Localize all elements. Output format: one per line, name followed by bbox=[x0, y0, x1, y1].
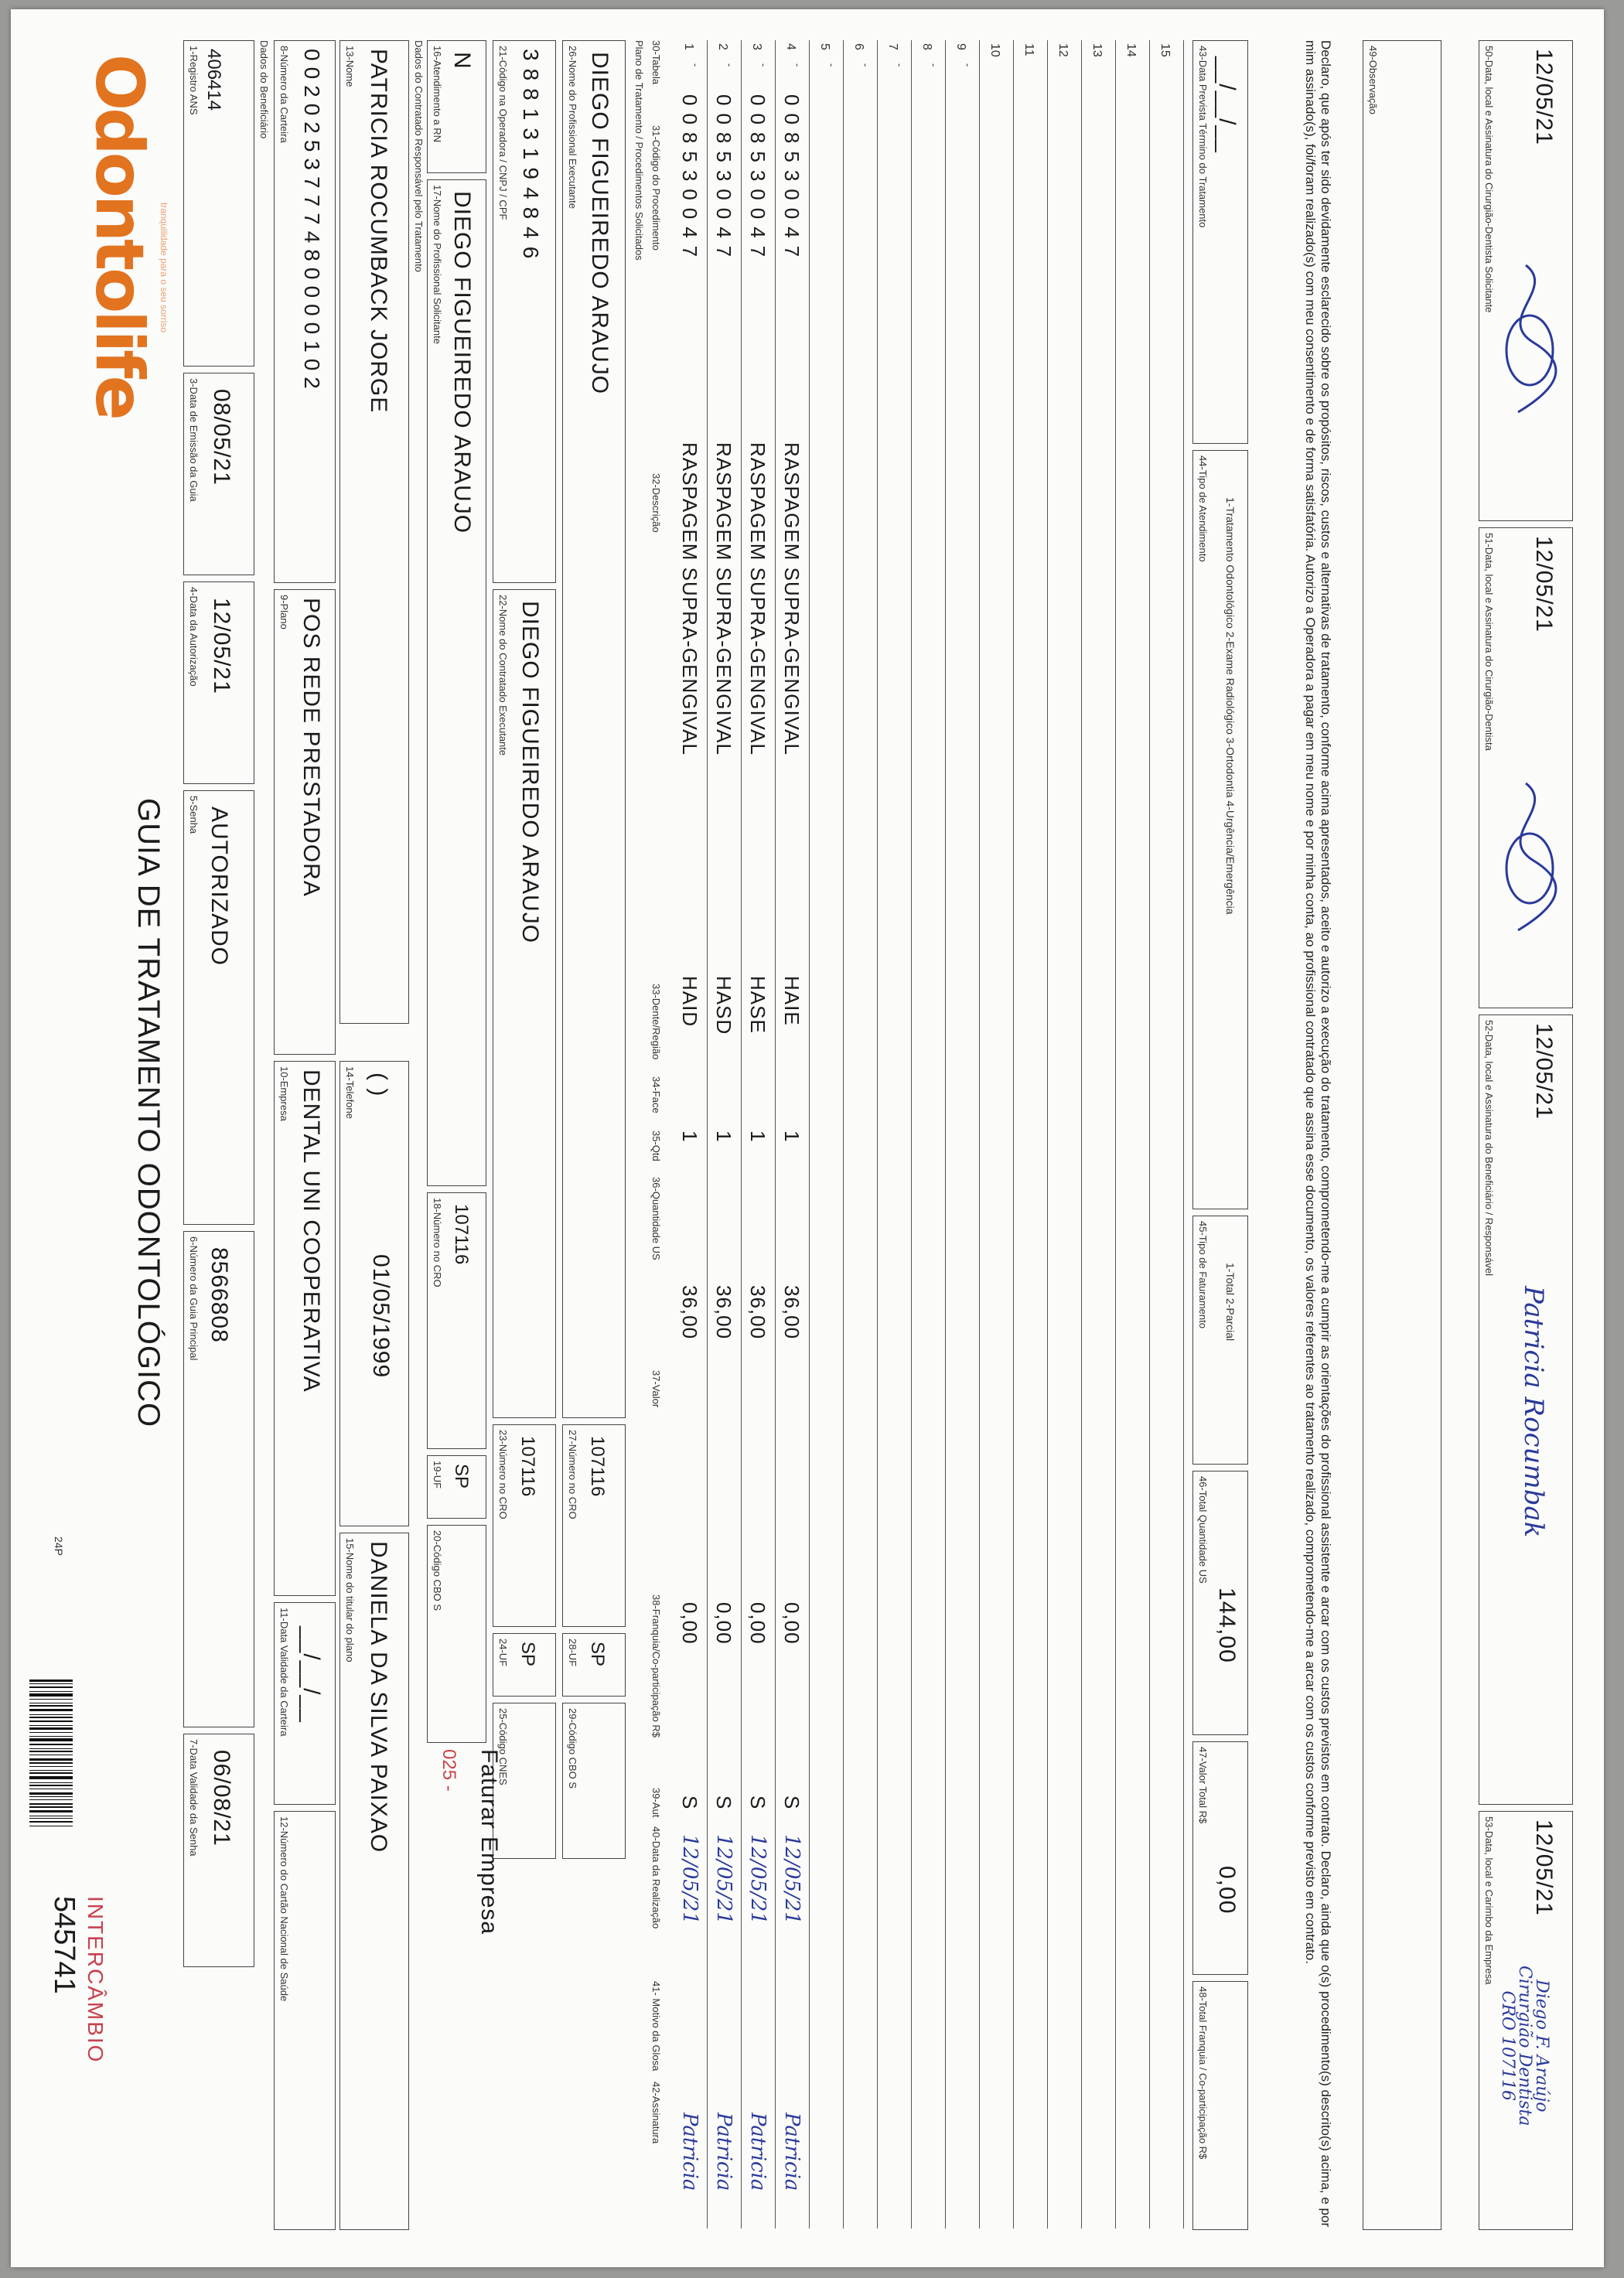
cell-codigo: 008530047 bbox=[678, 94, 701, 265]
cell-data: 12/05/21 bbox=[678, 1834, 701, 1925]
cell-qtd: 1 bbox=[678, 1130, 701, 1143]
col-codigo: 31-Código do Procedimento bbox=[650, 125, 662, 251]
table-row bbox=[945, 40, 946, 2229]
field-assinatura-solicitante: 50-Data, local e Assinatura do Cirurgião-Dentista Solicitante 12/05/21 bbox=[1479, 40, 1573, 521]
col-descricao: 32-Descrição bbox=[650, 473, 662, 533]
col-aut: 39-Aut bbox=[650, 1788, 662, 1818]
field-uf-contratado: 24-UF SP bbox=[493, 1633, 556, 1697]
cell-codigo: 008530047 bbox=[712, 94, 735, 265]
table-row bbox=[979, 40, 980, 2229]
annot-code: 025 - bbox=[438, 1749, 459, 1792]
section-plano: Plano de Tratamento / Procedimentos Solicitados bbox=[633, 40, 645, 261]
col-valor: 37-Valor bbox=[650, 1370, 662, 1408]
row-number: 15 bbox=[1158, 43, 1172, 57]
cell-tabela: - bbox=[792, 63, 803, 67]
cell-descricao: RASPAGEM SUPRA-GENGIVAL bbox=[678, 442, 701, 755]
table-row bbox=[1013, 40, 1014, 2229]
row-number: 9 bbox=[954, 43, 967, 50]
field-empresa: 10-Empresa DENTAL UNI COOPERATIVA bbox=[274, 1061, 336, 1596]
cell-franquia: 0,00 bbox=[712, 1602, 735, 1645]
field-guia-principal: 6-Número da Guia Principal 8566808 bbox=[183, 1231, 254, 1727]
table-row bbox=[741, 40, 742, 2229]
cell-assinatura: Patricia bbox=[780, 2113, 803, 2191]
cell-tabela: - bbox=[962, 63, 974, 67]
cell-descricao: RASPAGEM SUPRA-GENGIVAL bbox=[712, 442, 735, 755]
field-assinatura-beneficiario: 52-Data, local e Assinatura do Beneficiário / Responsável 12/05/21 Patricia Rocumbak bbox=[1479, 1015, 1573, 1805]
field-data-autorizacao: 4-Data da Autorização 12/05/21 bbox=[183, 581, 254, 784]
field-numero-carteira: 8-Número da Carteira 0020253777480000102 bbox=[274, 40, 336, 583]
col-tabela: 30-Tabela bbox=[650, 40, 662, 85]
field-cbo-executante: 29-Código CBO S bbox=[562, 1703, 626, 1859]
cell-assinatura: Patricia bbox=[678, 2113, 701, 2191]
cell-us: 36,00 bbox=[780, 1285, 803, 1340]
declaration-text: Declaro, que após ter sido devidamente esclarecido sobre os propósitos, riscos, custos e alternativas de tratamento, conforme acima apresentados, aceito e autorizo a execução do tratamento, comprometendo-me a cumprir as orientações do profissional assistente e arcar com os custos previstos em contrato. Declaro, ainda que o(s) procedimento(s) descrito(s) acima, e por mim assinado(s), foi/foram realizado(s) com meu consentimento e de forma satisfatória. Autorizo a Operadora a pagar em meu nome e por minha conta, ao profissional contratado que assina esse documento, os valores referentes ao tratamento realizado, comprometendo-me a arcar com os custos conforme previsto em contrato. bbox=[1303, 40, 1333, 2228]
cell-us: 36,00 bbox=[746, 1285, 769, 1340]
brand-logo: Odontolife bbox=[80, 54, 158, 418]
cell-us: 36,00 bbox=[678, 1285, 701, 1340]
cell-assinatura: Patricia bbox=[746, 2113, 769, 2191]
annot-faturar: Faturar Empresa bbox=[476, 1749, 502, 1935]
cell-tabela: - bbox=[860, 63, 872, 67]
cell-qtd: 1 bbox=[712, 1130, 735, 1143]
field-nome: 13-Nome PATRICIA ROCUMBACK JORGE bbox=[339, 40, 409, 1024]
guide-number: 545741 bbox=[48, 1896, 80, 1994]
field-cro-executante: 27-Número no CRO 107116 bbox=[562, 1424, 626, 1627]
cell-dente: HAIE bbox=[780, 976, 803, 1026]
cell-franquia: 0,00 bbox=[746, 1602, 769, 1645]
cell-franquia: 0,00 bbox=[780, 1602, 803, 1645]
field-tipo-atendimento: 44-Tipo de Atendimento 1-Tratamento Odontológico 2-Exame Radiológico 3-Ortodontia 4-Urgência/Emergência bbox=[1192, 450, 1248, 1209]
col-face: 34-Face bbox=[650, 1076, 662, 1113]
cell-codigo: 008530047 bbox=[746, 94, 769, 265]
cell-assinatura: Patricia bbox=[712, 2113, 735, 2191]
table-row bbox=[1047, 40, 1048, 2229]
cell-descricao: RASPAGEM SUPRA-GENGIVAL bbox=[780, 442, 803, 755]
row-number: 4 bbox=[784, 43, 797, 50]
field-titular: 15-Nome do titular do plano DANIELA DA SILVA PAIXAO bbox=[339, 1533, 409, 2230]
field-uf-solicitante: 19-UF SP bbox=[427, 1455, 486, 1519]
table-row bbox=[1149, 40, 1150, 2229]
table-row bbox=[775, 40, 776, 2229]
cell-data: 12/05/21 bbox=[780, 1834, 803, 1925]
row-number: 6 bbox=[852, 43, 865, 50]
cell-aut: S bbox=[712, 1795, 735, 1810]
field-registro-ans: 1-Registro ANS 406414 bbox=[183, 40, 254, 367]
field-contratado-executante: 22-Nome do Contratado Executante DIEGO FIGUEIREDO ARAUJO bbox=[493, 589, 556, 1418]
cell-aut: S bbox=[780, 1795, 803, 1810]
cell-data: 12/05/21 bbox=[746, 1834, 769, 1925]
cell-codigo: 008530047 bbox=[780, 94, 803, 265]
birth-date: 01/05/1999 bbox=[368, 1254, 394, 1379]
field-profissional-executante: 26-Nome do Profissional Executante DIEGO FIGUEIREDO ARAUJO bbox=[562, 40, 626, 1418]
table-row bbox=[843, 40, 844, 2229]
cell-qtd: 1 bbox=[780, 1130, 803, 1143]
field-validade-senha: 7-Data Validade da Senha 06/08/21 bbox=[183, 1734, 254, 1967]
field-plano: 9-Plano POS REDE PRESTADORA bbox=[274, 589, 336, 1055]
field-atendimento-rn: 16-Atendimento a RN N bbox=[427, 40, 486, 173]
cell-tabela: - bbox=[724, 63, 735, 67]
cell-dente: HASD bbox=[712, 976, 735, 1035]
rotated-form bbox=[11, 9, 1604, 2267]
cell-qtd: 1 bbox=[746, 1130, 769, 1143]
table-row bbox=[1183, 40, 1184, 2229]
field-tipo-faturamento: 45-Tipo de Faturamento 1-Total 2-Parcial bbox=[1192, 1216, 1248, 1465]
cell-tabela: - bbox=[690, 63, 701, 67]
table-row bbox=[877, 40, 878, 2229]
field-total-franquia: 48-Total Franquia / Co-participação R$ bbox=[1192, 1981, 1248, 2230]
cell-tabela: - bbox=[758, 63, 769, 67]
col-dente: 33-Dente/Região bbox=[650, 984, 662, 1060]
section-contratado: Dados do Contratado Responsável pelo Tratamento bbox=[413, 40, 425, 272]
row-number: 13 bbox=[1090, 43, 1104, 57]
field-valor-total: 47-Valor Total R$ 0,00 bbox=[1192, 1741, 1248, 1975]
barcode bbox=[29, 1680, 73, 1881]
cell-descricao: RASPAGEM SUPRA-GENGIVAL bbox=[746, 442, 769, 755]
intercambio-label: INTERCÂMBIO bbox=[84, 1896, 107, 2064]
col-qtd: 35-Qtd bbox=[650, 1130, 662, 1161]
row-number: 8 bbox=[920, 43, 933, 50]
field-cro-contratado: 23-Número no CRO 107116 bbox=[493, 1424, 556, 1627]
cell-tabela: - bbox=[894, 63, 906, 67]
col-us: 36-Quantidade US bbox=[650, 1177, 662, 1260]
cell-data: 12/05/21 bbox=[712, 1834, 735, 1925]
logo-tagline: tranquilidade para o seu sorriso bbox=[159, 203, 169, 333]
table-row bbox=[809, 40, 810, 2229]
field-total-us: 46-Total Quantidade US 144,00 bbox=[1192, 1471, 1248, 1735]
table-row bbox=[707, 40, 708, 2229]
field-uf-executante: 28-UF SP bbox=[562, 1633, 626, 1697]
cell-us: 36,00 bbox=[712, 1285, 735, 1340]
row-number: 3 bbox=[750, 43, 763, 50]
row-number: 5 bbox=[818, 43, 831, 50]
small-code: 24P bbox=[53, 1536, 65, 1556]
row-number: 1 bbox=[682, 43, 695, 50]
signature-cirurgiao bbox=[1495, 776, 1564, 946]
cell-dente: HASE bbox=[746, 976, 769, 1034]
section-beneficiario: Dados do Beneficiário bbox=[258, 40, 270, 139]
row-number: 7 bbox=[886, 43, 899, 50]
field-carimbo-empresa: 53-Data, local e Carimbo da Empresa 12/05/21 bbox=[1479, 1811, 1573, 2230]
cell-tabela: - bbox=[928, 63, 940, 67]
col-data: 40-Data da Realização bbox=[650, 1826, 662, 1929]
row-number: 12 bbox=[1056, 43, 1070, 57]
field-observacao: 49-Observação bbox=[1363, 40, 1441, 2230]
signature-solicitante bbox=[1495, 257, 1564, 428]
row-number: 11 bbox=[1022, 43, 1035, 56]
cell-aut: S bbox=[746, 1795, 769, 1810]
field-codigo-operadora: 21-Código na Operadora / CNPJ / CPF 38813194846 bbox=[493, 40, 556, 583]
field-cbo-solicitante: 20-Código CBO S bbox=[427, 1525, 486, 1743]
row-number: 14 bbox=[1124, 43, 1138, 57]
field-senha: 5-Senha AUTORIZADO bbox=[183, 790, 254, 1225]
dentist-stamp: Diego F. Araújo Cirurgião Dentista CRO 107116 bbox=[1498, 1966, 1551, 2126]
cell-franquia: 0,00 bbox=[678, 1602, 701, 1645]
paper-sheet bbox=[11, 9, 1604, 2267]
col-glosa: 41- Motivo da Glosa bbox=[650, 1981, 662, 2072]
form-title: GUIA DE TRATAMENTO ODONTOLÓGICO bbox=[131, 798, 165, 1428]
row-number: 2 bbox=[716, 43, 729, 50]
cell-aut: S bbox=[678, 1795, 701, 1810]
col-assinatura: 42-Assinatura bbox=[650, 2082, 662, 2144]
cell-dente: HAID bbox=[678, 976, 701, 1028]
cell-tabela: - bbox=[826, 63, 838, 67]
field-cnes: 25-Código CNES bbox=[493, 1703, 556, 1859]
field-cro-solicitante: 18-Número no CRO 107116 bbox=[427, 1192, 486, 1449]
field-validade-carteira: 11-Data Validade da Carteira __/__/__ bbox=[274, 1602, 336, 1805]
table-row bbox=[911, 40, 912, 2229]
table-row bbox=[1115, 40, 1116, 2229]
col-franquia: 38-Franquia/Co-participação R$ bbox=[650, 1594, 662, 1737]
field-telefone: 14-Telefone ( ) bbox=[339, 1061, 409, 1526]
field-cartao-nacional: 12-Número do Cartão Nacional de Saúde bbox=[274, 1811, 336, 2230]
field-profissional-solicitante: 17-Nome do Profissional Solicitante DIEGO FIGUEIREDO ARAUJO bbox=[427, 179, 486, 1186]
field-data-prevista: 43-Data Prevista Término do Tratamento __/__/__ bbox=[1192, 40, 1248, 444]
table-row bbox=[1081, 40, 1082, 2229]
row-number: 10 bbox=[988, 43, 1001, 57]
field-data-emissao: 3-Data de Emissão da Guia 08/05/21 bbox=[183, 373, 254, 575]
field-assinatura-cirurgiao: 51-Data, local e Assinatura do Cirurgião-Dentista 12/05/21 bbox=[1479, 527, 1573, 1008]
